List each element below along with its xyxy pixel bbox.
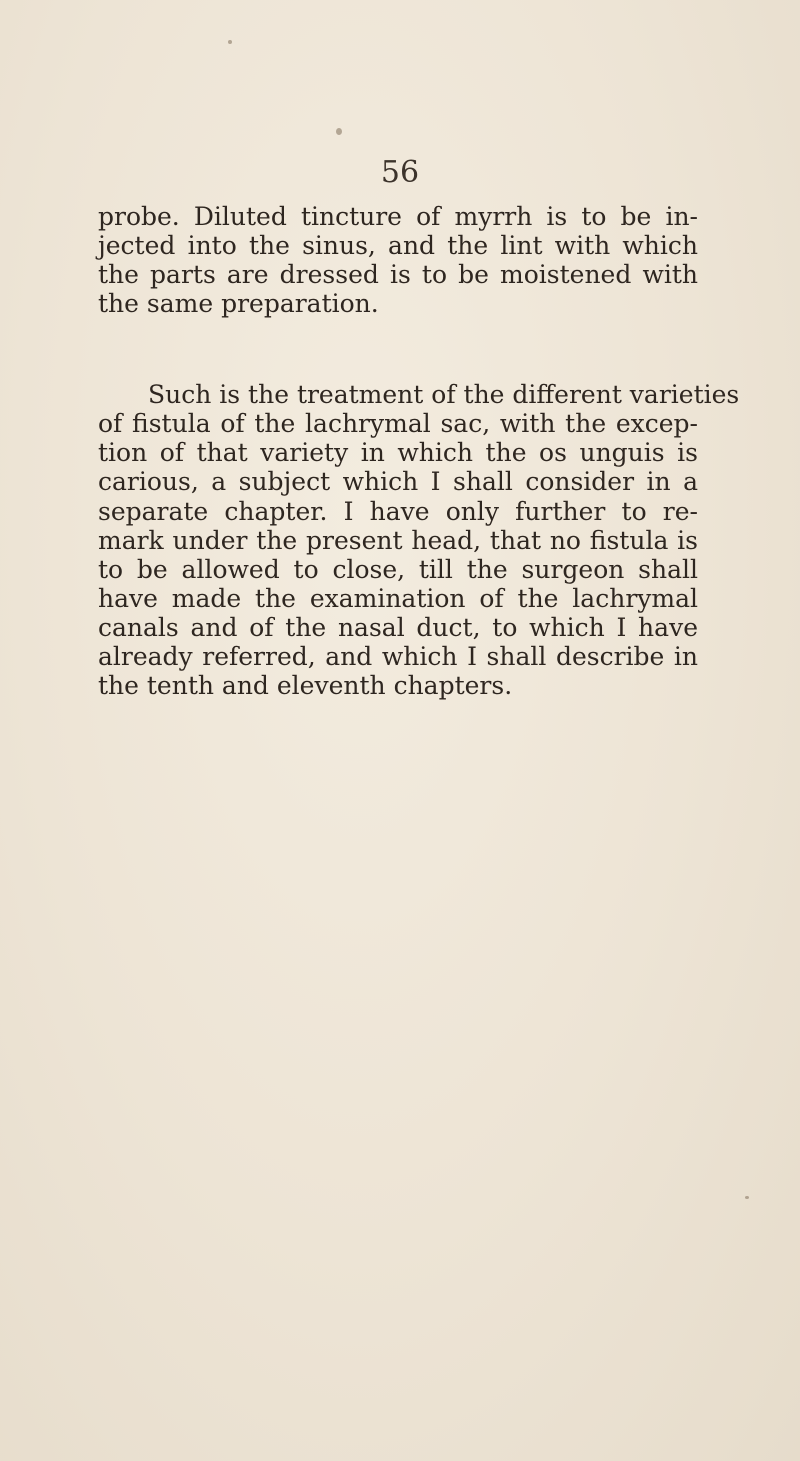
text-line: of fistula of the lachrymal sac, with the excep- bbox=[98, 409, 698, 439]
paper-speck bbox=[745, 1196, 749, 1199]
paragraph-1 bbox=[98, 202, 698, 319]
text-line: Such is the treatment of the different varieties bbox=[148, 380, 740, 409]
paragraph-2 bbox=[98, 380, 740, 701]
text-line: tion of that variety in which the os unguis is bbox=[98, 438, 698, 468]
text-line: have made the examination of the lachrymal bbox=[98, 583, 698, 613]
text-line: canals and of the nasal duct, to which I have bbox=[98, 613, 698, 642]
text-line: the same preparation. bbox=[98, 289, 379, 319]
text-line: separate chapter. I have only further to re- bbox=[98, 496, 698, 526]
paper-speck bbox=[228, 40, 232, 44]
text-line: already referred, and which I shall describe in bbox=[98, 642, 698, 672]
text-line: carious, a subject which I shall consider in a bbox=[98, 467, 698, 497]
text-line: probe. Diluted tincture of myrrh is to be in- bbox=[98, 202, 698, 231]
text-line: jected into the sinus, and the lint with which bbox=[98, 231, 698, 261]
text-line: mark under the present head, that no fistula is bbox=[98, 525, 698, 555]
text-line: to be allowed to close, till the surgeon shall bbox=[98, 554, 698, 584]
text-line: the parts are dressed is to be moistened with bbox=[98, 260, 698, 290]
paper-speck bbox=[336, 128, 342, 135]
page-number: 56 bbox=[380, 155, 420, 190]
text-line: the tenth and eleventh chapters. bbox=[98, 671, 513, 701]
